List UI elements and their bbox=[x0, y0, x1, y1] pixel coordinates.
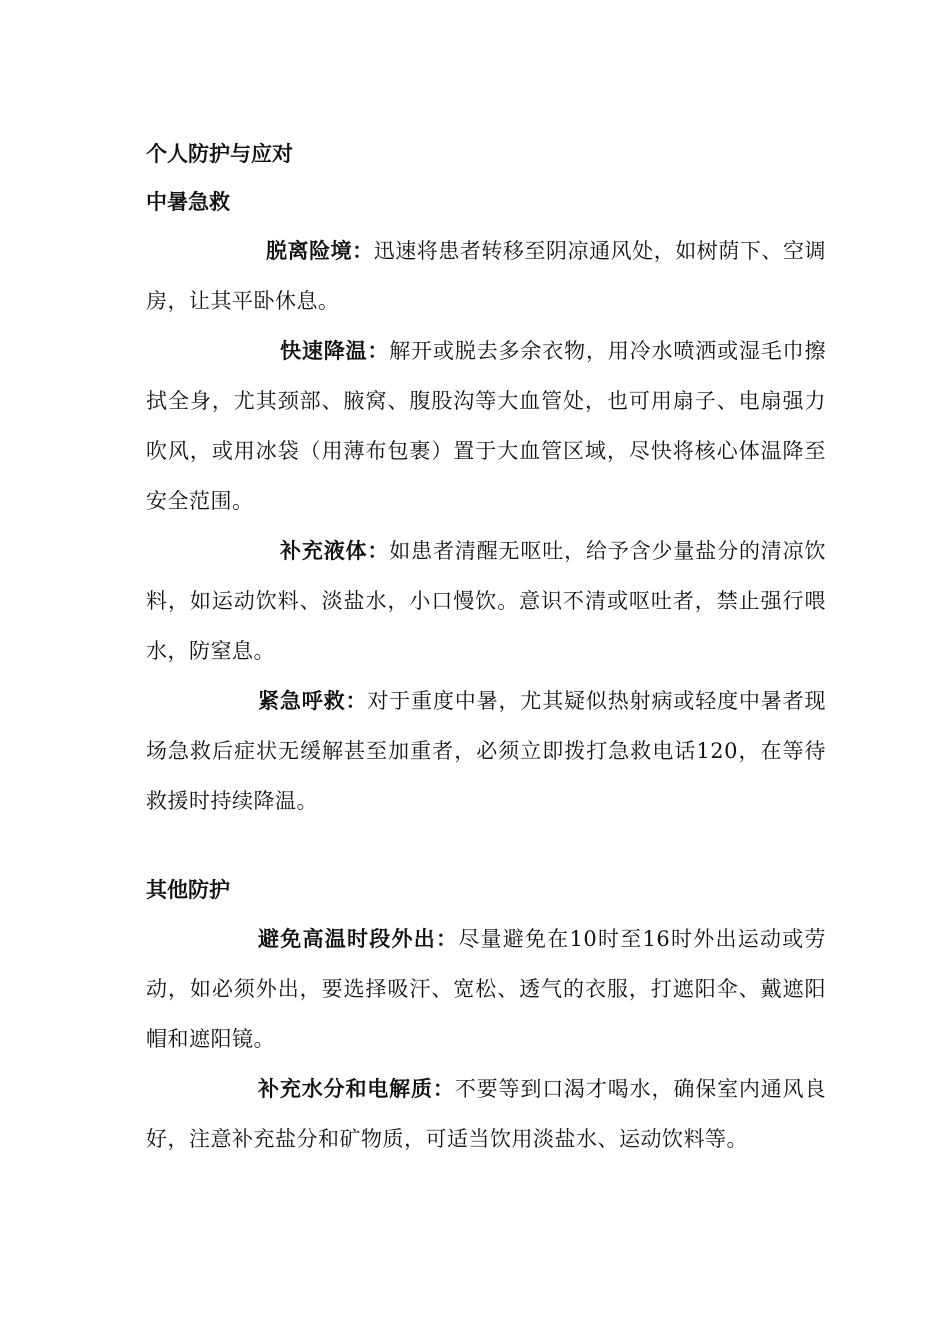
paragraph-rapid-cooling bbox=[146, 326, 826, 526]
paragraph-lead: 补充水分和电解质： bbox=[258, 1077, 455, 1101]
section-spacer bbox=[146, 826, 826, 866]
paragraph-text: 如患者清醒无呕吐，给予含少量盐分的清凉饮料，如运动饮料、淡盐水，小口慢饮。意识不清或呕吐者，禁止强行喂水，防窒息。 bbox=[146, 539, 827, 663]
paragraph-text: 不要等到口渴才喝水，确保室内通风良好，注意补充盐分和矿物质，可适当饮用淡盐水、运动饮料等。 bbox=[146, 1077, 827, 1151]
paragraph-emergency-call bbox=[146, 676, 826, 826]
paragraph-text: 迅速将患者转移至阴凉通风处，如树荫下、空调房，让其平卧休息。 bbox=[146, 239, 827, 313]
paragraph-lead: 紧急呼救： bbox=[258, 689, 368, 713]
paragraph-lead: 补充液体： bbox=[280, 539, 390, 563]
paragraph-text: 对于重度中暑，尤其疑似热射病或轻度中暑者现场急救后症状无缓解甚至加重者，必须立即拨打急救电话120，在等待救援时持续降温。 bbox=[146, 689, 827, 813]
page-title: 个人防护与应对 bbox=[146, 142, 293, 166]
paragraph-text: 解开或脱去多余衣物，用冷水喷洒或湿毛巾擦拭全身，尤其颈部、腋窝、腹股沟等大血管处，也可用扇子、电扇强力吹风，或用冰袋（用薄布包裹）置于大血管区域，尽快将核心体温降至安全范围。 bbox=[146, 339, 827, 513]
section-heading-other-protection: 其他防护 bbox=[146, 878, 230, 902]
section-heading-first-aid: 中暑急救 bbox=[146, 190, 230, 214]
paragraph-text: 尽量避免在10时至16时外出运动或劳动，如必须外出，要选择吸汗、宽松、透气的衣服，打遮阳伞、戴遮阳帽和遮阳镜。 bbox=[146, 927, 827, 1051]
paragraph-hydration bbox=[146, 1064, 826, 1164]
paragraph-avoid-heat-hours bbox=[146, 914, 826, 1064]
paragraph-lead: 快速降温： bbox=[280, 339, 390, 363]
paragraph-fluids bbox=[146, 526, 826, 676]
paragraph-leave-danger bbox=[146, 226, 826, 326]
paragraph-lead: 脱离险境： bbox=[266, 239, 374, 263]
document-body bbox=[146, 130, 826, 1164]
paragraph-lead: 避免高温时段外出： bbox=[258, 927, 459, 951]
